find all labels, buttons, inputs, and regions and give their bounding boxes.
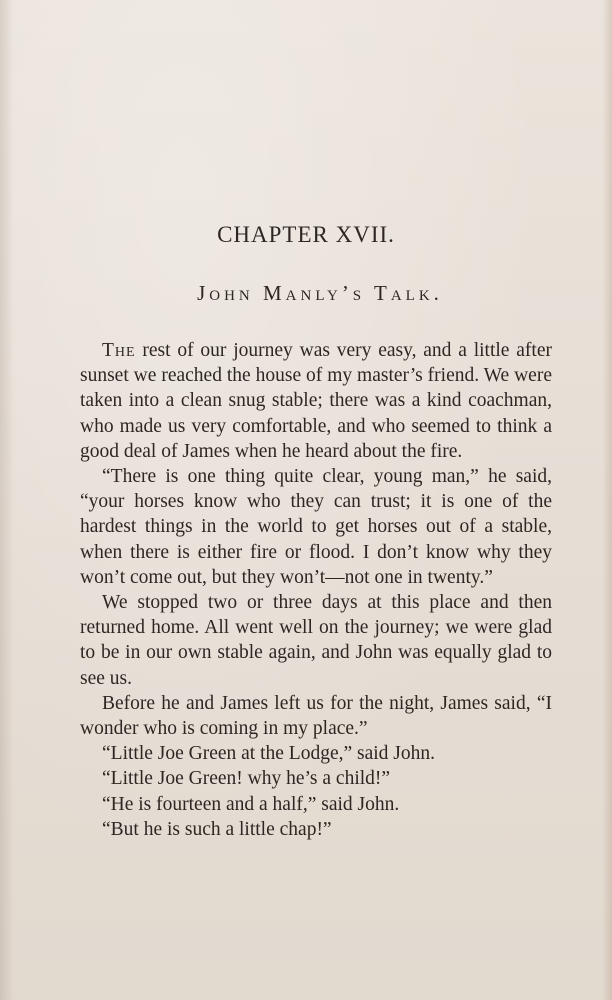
paragraph: “But he is such a little chap!” [102,818,332,840]
paragraph: We stopped two or three days at this place and then returned home. All went well on the journey; we were glad to be in our own stable again, and John was equally glad to see us. [80,592,552,689]
chapter-title: CHAPTER XVII. [217,222,395,247]
chapter-body [80,338,552,842]
paragraph: “There is one thing quite clear, young man,” he said, “your horses know who they can trust; it is one of the hardest things in the world to get horses out of a stable, when there is either fire or flood. I don’t know why they won’t come out, but they won’t—not one in twenty.” [80,466,552,588]
chapter-subtitle: John Manly’s Talk. [197,281,443,305]
paragraph-lead-word: The [102,340,136,361]
paragraph-text: rest of our journey was very easy, and a little after sunset we reached the house of my master’s friend. We were taken into a clean snug stable; there was a kind coachman, who made us very comfortable, and who seemed to think a good deal of James when he heard about the fire. [80,340,552,462]
paragraph: Before he and James left us for the night, James said, “I wonder who is coming in my place.” [80,692,552,740]
paragraph: “Little Joe Green at the Lodge,” said John. [102,743,436,765]
paragraph: “He is fourteen and a half,” said John. [102,793,400,815]
paragraph: “Little Joe Green! why he’s a child!” [102,768,391,790]
paragraph [80,338,552,464]
